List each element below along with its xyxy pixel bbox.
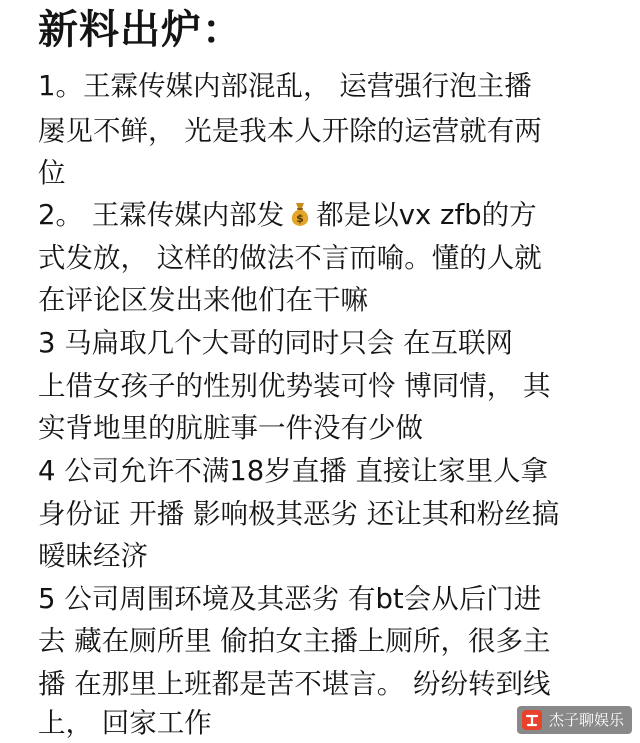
body-line-16: 上， 回家工作 bbox=[38, 707, 212, 739]
body-line-3: 位 bbox=[38, 157, 66, 189]
body-line-2: 屡见不鲜， 光是我本人开除的运营就有两 bbox=[38, 115, 542, 147]
body-line-10: 4 公司允许不满18岁直播 直接让家里人拿 bbox=[38, 455, 548, 487]
body-line-12: 暧昧经济 bbox=[38, 540, 148, 572]
watermark bbox=[517, 706, 632, 734]
body-line-11: 身份证 开播 影响极其恶劣 还让其和粉丝搞 bbox=[38, 498, 560, 530]
body-line-14: 去 藏在厕所里 偷拍女主播上厕所，很多主 bbox=[38, 625, 551, 657]
body-line-4-end: 都是以vx zfb的方 bbox=[316, 199, 537, 231]
body-line-8: 上借女孩子的性别优势装可怜 博同情， 其 bbox=[38, 370, 551, 402]
body-line-4-start: 2。 王霖传媒内部发 bbox=[38, 199, 285, 231]
watermark-text: 杰子聊娱乐 bbox=[548, 711, 624, 729]
channel-logo-icon bbox=[521, 709, 543, 731]
body-line-9: 实背地里的肮脏事一件没有少做 bbox=[38, 412, 423, 444]
body-line-4 bbox=[38, 195, 537, 235]
body-line-15: 播 在那里上班都是苦不堪言。 纷纷转到线 bbox=[38, 668, 551, 700]
body-line-5: 式发放， 这样的做法不言而喻。懂的人就 bbox=[38, 242, 542, 274]
body-line-13: 5 公司周围环境及其恶劣 有bt会从后门进 bbox=[38, 583, 542, 615]
post-heading: 新料出炉： bbox=[38, 7, 243, 53]
body-line-7: 3 马扁取几个大哥的同时只会 在互联网 bbox=[38, 327, 513, 359]
body-line-1: 1。王霖传媒内部混乱， 运营强行泡主播 bbox=[38, 70, 532, 102]
svg-text:$: $ bbox=[296, 212, 305, 225]
money-bag-icon bbox=[286, 200, 314, 228]
body-line-6: 在评论区发出来他们在干嘛 bbox=[38, 284, 368, 316]
